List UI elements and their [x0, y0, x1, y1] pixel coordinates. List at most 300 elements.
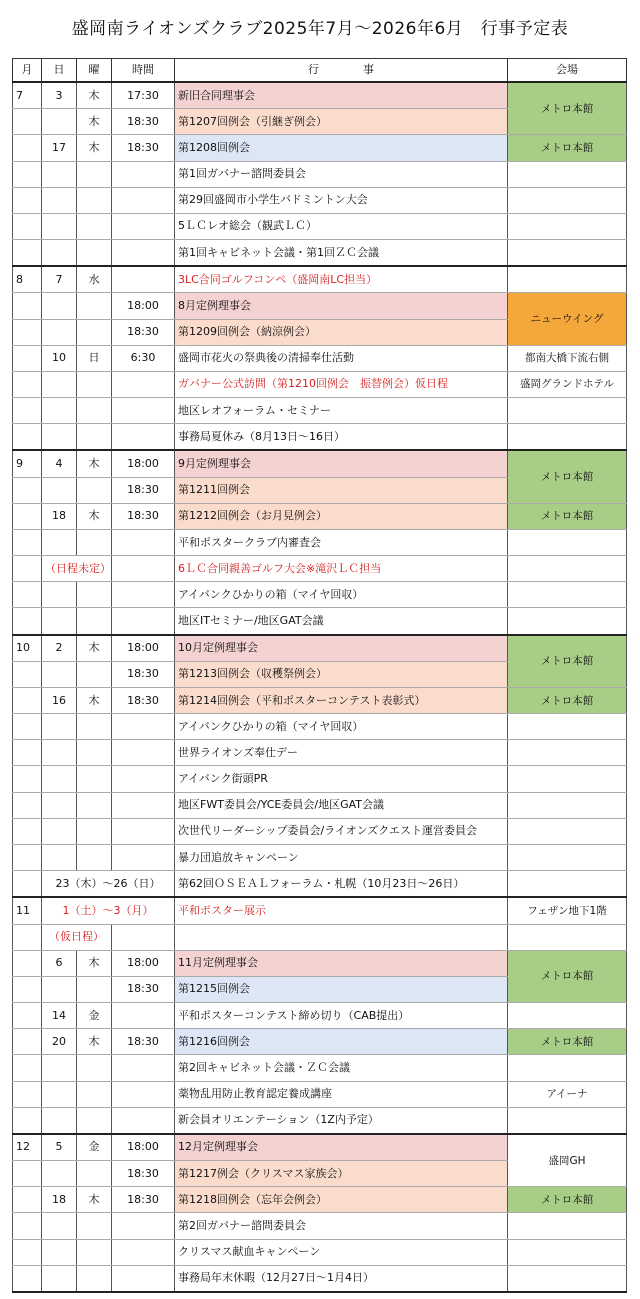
month-cell: [13, 766, 42, 792]
weekday-cell: [77, 1213, 112, 1239]
table-row: [13, 740, 627, 766]
event-cell: 盛岡市花火の祭典後の清掃奉仕活動: [175, 345, 508, 371]
event-cell: 地区ITセミナー/地区GAT会議: [175, 608, 508, 635]
table-row: [13, 293, 627, 319]
weekday-cell: 水: [77, 266, 112, 293]
header-venue: 会場: [508, 59, 627, 83]
table-row: [13, 844, 627, 870]
time-cell: 18:00: [112, 950, 175, 976]
day-cell: 4: [42, 450, 77, 477]
event-cell: 第1207回例会（引継ぎ例会）: [175, 109, 508, 135]
month-cell: [13, 871, 42, 898]
day-cell: 20: [42, 1029, 77, 1055]
weekday-cell: 金: [77, 1003, 112, 1029]
event-cell: アイバンク街頭PR: [175, 766, 508, 792]
event-cell: 第1209回例会（納涼例会）: [175, 319, 508, 345]
venue-cell: [508, 1055, 627, 1081]
time-cell: 18:30: [112, 477, 175, 503]
table-row: [13, 371, 627, 397]
table-row: [13, 529, 627, 555]
time-cell: 18:30: [112, 503, 175, 529]
weekday-cell: 木: [77, 135, 112, 161]
time-cell: [112, 608, 175, 635]
time-cell: [112, 240, 175, 267]
weekday-cell: 木: [77, 950, 112, 976]
venue-cell: メトロ本館: [508, 1187, 627, 1213]
month-cell: [13, 1265, 42, 1292]
venue-cell: 盛岡グランドホテル: [508, 371, 627, 397]
venue-cell: [508, 740, 627, 766]
weekday-cell: [77, 976, 112, 1002]
month-cell: [13, 608, 42, 635]
table-row: [13, 424, 627, 451]
month-cell: [13, 844, 42, 870]
weekday-cell: [77, 608, 112, 635]
weekday-cell: [77, 529, 112, 555]
venue-cell: メトロ本館: [508, 950, 627, 1002]
day-cell: 6: [42, 950, 77, 976]
header-row: [13, 59, 627, 83]
month-cell: [13, 345, 42, 371]
month-cell: [13, 1029, 42, 1055]
time-cell: [112, 766, 175, 792]
venue-cell: メトロ本館: [508, 687, 627, 713]
day-cell: 17: [42, 135, 77, 161]
event-cell: 9月定例理事会: [175, 450, 508, 477]
time-cell: [112, 266, 175, 293]
table-row: [13, 950, 627, 976]
month-cell: [13, 714, 42, 740]
weekday-cell: [77, 240, 112, 267]
day-cell: 5: [42, 1134, 77, 1161]
time-cell: [112, 1265, 175, 1292]
table-row: [13, 766, 627, 792]
venue-cell: [508, 766, 627, 792]
table-row: [13, 556, 627, 582]
table-row: [13, 608, 627, 635]
weekday-cell: [77, 1265, 112, 1292]
event-cell: 10月定例理事会: [175, 635, 508, 662]
day-cell: [42, 1239, 77, 1265]
month-cell: [13, 1003, 42, 1029]
time-cell: [112, 529, 175, 555]
table-row: [13, 266, 627, 293]
event-cell: 世界ライオンズ奉仕デー: [175, 740, 508, 766]
time-cell: [112, 740, 175, 766]
day-cell: [42, 187, 77, 213]
event-cell: 第1回キャビネット会議・第1回ＺＣ会議: [175, 240, 508, 267]
venue-cell: [508, 398, 627, 424]
event-cell: 次世代リーダーシップ委員会/ライオンズクエスト運営委員会: [175, 818, 508, 844]
table-row: [13, 818, 627, 844]
venue-cell: フェザン地下1階: [508, 897, 627, 924]
table-row: [13, 1265, 627, 1292]
event-cell: 第2回ガバナー諮問委員会: [175, 1213, 508, 1239]
time-cell: [112, 161, 175, 187]
event-cell: 新会員オリエンテーション（1Z内予定）: [175, 1107, 508, 1134]
weekday-cell: [77, 213, 112, 239]
time-cell: 18:30: [112, 135, 175, 161]
table-row: [13, 792, 627, 818]
event-cell: アイバンクひかりの箱（マイヤ回収）: [175, 714, 508, 740]
weekday-cell: 木: [77, 503, 112, 529]
weekday-cell: [77, 766, 112, 792]
weekday-cell: [77, 1081, 112, 1107]
weekday-cell: [77, 582, 112, 608]
day-cell: [42, 293, 77, 319]
day-cell: [42, 582, 77, 608]
time-cell: [112, 371, 175, 397]
weekday-cell: [77, 818, 112, 844]
time-cell: 18:30: [112, 1187, 175, 1213]
schedule-table: [12, 58, 627, 1293]
time-cell: [112, 1213, 175, 1239]
day-cell: [42, 714, 77, 740]
venue-cell: [508, 161, 627, 187]
weekday-cell: [77, 792, 112, 818]
event-cell: 第1216回例会: [175, 1029, 508, 1055]
page-title: 盛岡南ライオンズクラブ2025年7月～2026年6月 行事予定表: [71, 19, 569, 39]
table-row: [13, 398, 627, 424]
event-cell: 事務局夏休み（8月13日～16日）: [175, 424, 508, 451]
table-row: [13, 503, 627, 529]
table-row: [13, 161, 627, 187]
weekday-cell: [77, 371, 112, 397]
month-cell: [13, 213, 42, 239]
time-cell: 6:30: [112, 345, 175, 371]
time-cell: 18:30: [112, 976, 175, 1002]
table-row: [13, 1081, 627, 1107]
weekday-cell: 木: [77, 635, 112, 662]
day-cell: [42, 766, 77, 792]
day-cell: [42, 1107, 77, 1134]
table-row: [13, 635, 627, 662]
month-cell: 9: [13, 450, 42, 477]
event-cell: 第1217例会（クリスマス家族会）: [175, 1161, 508, 1187]
weekday-cell: 金: [77, 1134, 112, 1161]
event-cell: 薬物乱用防止教育認定養成講座: [175, 1081, 508, 1107]
time-cell: 18:30: [112, 1029, 175, 1055]
weekday-cell: 木: [77, 1187, 112, 1213]
venue-cell: [508, 187, 627, 213]
weekday-cell: [77, 1055, 112, 1081]
day-cell: [42, 818, 77, 844]
table-row: [13, 1134, 627, 1161]
weekday-cell: [77, 844, 112, 870]
time-cell: [112, 844, 175, 870]
event-cell: 平和ポスターコンテスト締め切り（CAB提出）: [175, 1003, 508, 1029]
month-cell: [13, 424, 42, 451]
weekday-cell: [77, 1239, 112, 1265]
month-cell: [13, 161, 42, 187]
weekday-cell: [77, 740, 112, 766]
day-cell: [42, 1265, 77, 1292]
time-cell: [112, 1055, 175, 1081]
day-cell: [42, 109, 77, 135]
month-cell: [13, 1239, 42, 1265]
event-cell: 第29回盛岡市小学生バドミントン大会: [175, 187, 508, 213]
day-cell: [42, 529, 77, 555]
event-cell: 第1215回例会: [175, 976, 508, 1002]
table-row: [13, 1003, 627, 1029]
day-cell: [42, 424, 77, 451]
day-cell: 14: [42, 1003, 77, 1029]
month-cell: 10: [13, 635, 42, 662]
event-cell: 事務局年末休暇（12月27日～1月4日）: [175, 1265, 508, 1292]
day-cell: [42, 608, 77, 635]
table-row: [13, 1107, 627, 1134]
month-cell: [13, 477, 42, 503]
header-weekday: 曜: [77, 59, 112, 83]
month-cell: [13, 582, 42, 608]
venue-cell: メトロ本館: [508, 503, 627, 529]
day-cell: 18: [42, 503, 77, 529]
venue-cell: メトロ本館: [508, 82, 627, 135]
venue-cell: [508, 240, 627, 267]
month-cell: [13, 529, 42, 555]
venue-cell: [508, 844, 627, 870]
event-cell: [175, 924, 508, 950]
event-cell: 地区FWT委員会/YCE委員会/地区GAT会議: [175, 792, 508, 818]
table-row: [13, 1213, 627, 1239]
venue-cell: [508, 714, 627, 740]
event-cell: 3LC合同ゴルフコンペ（盛岡南LC担当）: [175, 266, 508, 293]
month-cell: [13, 109, 42, 135]
day-cell: [42, 1055, 77, 1081]
weekday-cell: [77, 398, 112, 424]
month-cell: [13, 740, 42, 766]
event-cell: 第1213回例会（収穫祭例会）: [175, 661, 508, 687]
weekday-cell: 木: [77, 450, 112, 477]
month-cell: [13, 792, 42, 818]
time-cell: [112, 187, 175, 213]
venue-cell: [508, 424, 627, 451]
day-cell: [42, 161, 77, 187]
day-cell: [42, 792, 77, 818]
month-cell: 8: [13, 266, 42, 293]
event-cell: 新旧合同理事会: [175, 82, 508, 109]
venue-cell: [508, 1213, 627, 1239]
weekday-cell: 木: [77, 1029, 112, 1055]
month-cell: [13, 398, 42, 424]
table-row: [13, 1029, 627, 1055]
table-row: [13, 345, 627, 371]
event-cell: 8月定例理事会: [175, 293, 508, 319]
venue-cell: [508, 1107, 627, 1134]
event-cell: ガバナー公式訪問（第1210回例会 振替例会）仮日程: [175, 371, 508, 397]
table-row: [13, 897, 627, 924]
event-cell: 12月定例理事会: [175, 1134, 508, 1161]
weekday-cell: [77, 293, 112, 319]
venue-cell: [508, 1239, 627, 1265]
time-cell: [112, 818, 175, 844]
weekday-cell: [77, 424, 112, 451]
weekday-cell: [77, 1107, 112, 1134]
month-cell: [13, 924, 42, 950]
time-cell: 17:30: [112, 82, 175, 109]
venue-cell: [508, 792, 627, 818]
month-cell: [13, 187, 42, 213]
day-cell: [42, 661, 77, 687]
time-cell: [112, 1239, 175, 1265]
time-cell: [112, 1107, 175, 1134]
day-cell: [42, 976, 77, 1002]
venue-cell: メトロ本館: [508, 450, 627, 503]
weekday-cell: 木: [77, 109, 112, 135]
venue-cell: [508, 871, 627, 898]
header-day: 日: [42, 59, 77, 83]
time-cell: [112, 792, 175, 818]
day-cell: [42, 844, 77, 870]
time-cell: [112, 582, 175, 608]
month-cell: [13, 1213, 42, 1239]
table-row: [13, 1055, 627, 1081]
weekday-cell: [77, 319, 112, 345]
event-cell: 第1212回例会（お月見例会）: [175, 503, 508, 529]
month-cell: [13, 1055, 42, 1081]
time-cell: [112, 556, 175, 582]
day-cell: [42, 319, 77, 345]
month-cell: [13, 556, 42, 582]
month-cell: [13, 1187, 42, 1213]
date-range-cell: 1（土）～3（月）: [42, 897, 175, 924]
event-cell: 第1218回例会（忘年会例会）: [175, 1187, 508, 1213]
day-cell: [42, 1213, 77, 1239]
time-cell: [112, 1003, 175, 1029]
event-cell: 地区レオフォーラム・セミナー: [175, 398, 508, 424]
day-cell: [42, 477, 77, 503]
day-cell: [42, 1161, 77, 1187]
day-cell: 18: [42, 1187, 77, 1213]
weekday-cell: 日: [77, 345, 112, 371]
time-cell: 18:00: [112, 635, 175, 662]
time-cell: [112, 924, 175, 950]
time-cell: [112, 424, 175, 451]
time-cell: 18:00: [112, 1134, 175, 1161]
weekday-cell: 木: [77, 82, 112, 109]
time-cell: 18:30: [112, 687, 175, 713]
table-row: [13, 924, 627, 950]
venue-cell: [508, 266, 627, 293]
venue-cell: メトロ本館: [508, 135, 627, 161]
day-cell: [42, 371, 77, 397]
month-cell: 11: [13, 897, 42, 924]
event-cell: 第1211回例会: [175, 477, 508, 503]
header-event: 行 事: [175, 59, 508, 83]
date-note-cell: （仮日程）: [42, 924, 112, 950]
weekday-cell: [77, 187, 112, 213]
event-cell: 5ＬＣレオ総会（観武ＬＣ）: [175, 213, 508, 239]
table-row: [13, 1187, 627, 1213]
table-row: [13, 714, 627, 740]
weekday-cell: [77, 714, 112, 740]
event-cell: 平和ポスター展示: [175, 897, 508, 924]
event-cell: 第2回キャビネット会議・ＺＣ会議: [175, 1055, 508, 1081]
event-cell: 第1回ガバナー諮問委員会: [175, 161, 508, 187]
venue-cell: [508, 818, 627, 844]
month-cell: [13, 319, 42, 345]
month-cell: [13, 950, 42, 976]
venue-cell: [508, 556, 627, 582]
month-cell: [13, 240, 42, 267]
day-cell: [42, 240, 77, 267]
venue-cell: アイーナ: [508, 1081, 627, 1107]
day-cell: 16: [42, 687, 77, 713]
venue-cell: [508, 1265, 627, 1292]
event-cell: 平和ポスタークラブ内審査会: [175, 529, 508, 555]
month-cell: [13, 818, 42, 844]
weekday-cell: 木: [77, 687, 112, 713]
venue-cell: [508, 529, 627, 555]
event-cell: 11月定例理事会: [175, 950, 508, 976]
table-row: [13, 582, 627, 608]
venue-cell: メトロ本館: [508, 1029, 627, 1055]
event-cell: 暴力団追放キャンペーン: [175, 844, 508, 870]
venue-cell: [508, 924, 627, 950]
time-cell: 18:00: [112, 450, 175, 477]
time-cell: [112, 213, 175, 239]
time-cell: 18:30: [112, 1161, 175, 1187]
header-month: 月: [13, 59, 42, 83]
header-time: 時間: [112, 59, 175, 83]
month-cell: [13, 661, 42, 687]
table-row: [13, 82, 627, 109]
event-cell: 第62回ＯＳＥＡＬフォーラム・札幌（10月23日～26日）: [175, 871, 508, 898]
time-cell: [112, 398, 175, 424]
weekday-cell: [77, 1161, 112, 1187]
day-cell: [42, 1081, 77, 1107]
weekday-cell: [77, 161, 112, 187]
table-row: [13, 871, 627, 898]
time-cell: 18:30: [112, 109, 175, 135]
event-cell: 第1214回例会（平和ポスターコンテスト表彰式）: [175, 687, 508, 713]
table-row: [13, 450, 627, 477]
time-cell: [112, 714, 175, 740]
event-cell: クリスマス献血キャンペーン: [175, 1239, 508, 1265]
time-cell: 18:30: [112, 319, 175, 345]
month-cell: [13, 976, 42, 1002]
day-cell: 2: [42, 635, 77, 662]
month-cell: [13, 503, 42, 529]
venue-cell: [508, 582, 627, 608]
month-cell: 12: [13, 1134, 42, 1161]
month-cell: [13, 687, 42, 713]
month-cell: 7: [13, 82, 42, 109]
month-cell: [13, 1161, 42, 1187]
schedule-body: [13, 82, 627, 1292]
time-cell: [112, 1081, 175, 1107]
date-range-cell: 23（木）～26（日）: [42, 871, 175, 898]
venue-cell: [508, 213, 627, 239]
day-cell: [42, 398, 77, 424]
table-row: [13, 687, 627, 713]
day-cell: [42, 213, 77, 239]
time-cell: 18:30: [112, 661, 175, 687]
table-row: [13, 187, 627, 213]
event-cell: 第1208回例会: [175, 135, 508, 161]
venue-cell: [508, 608, 627, 635]
month-cell: [13, 1107, 42, 1134]
venue-cell: メトロ本館: [508, 635, 627, 688]
weekday-cell: [77, 477, 112, 503]
table-row: [13, 135, 627, 161]
month-cell: [13, 1081, 42, 1107]
day-cell: 7: [42, 266, 77, 293]
venue-cell: 都南大橋下流右側: [508, 345, 627, 371]
day-cell: 3: [42, 82, 77, 109]
venue-cell: 盛岡GH: [508, 1134, 627, 1187]
day-cell: [42, 740, 77, 766]
